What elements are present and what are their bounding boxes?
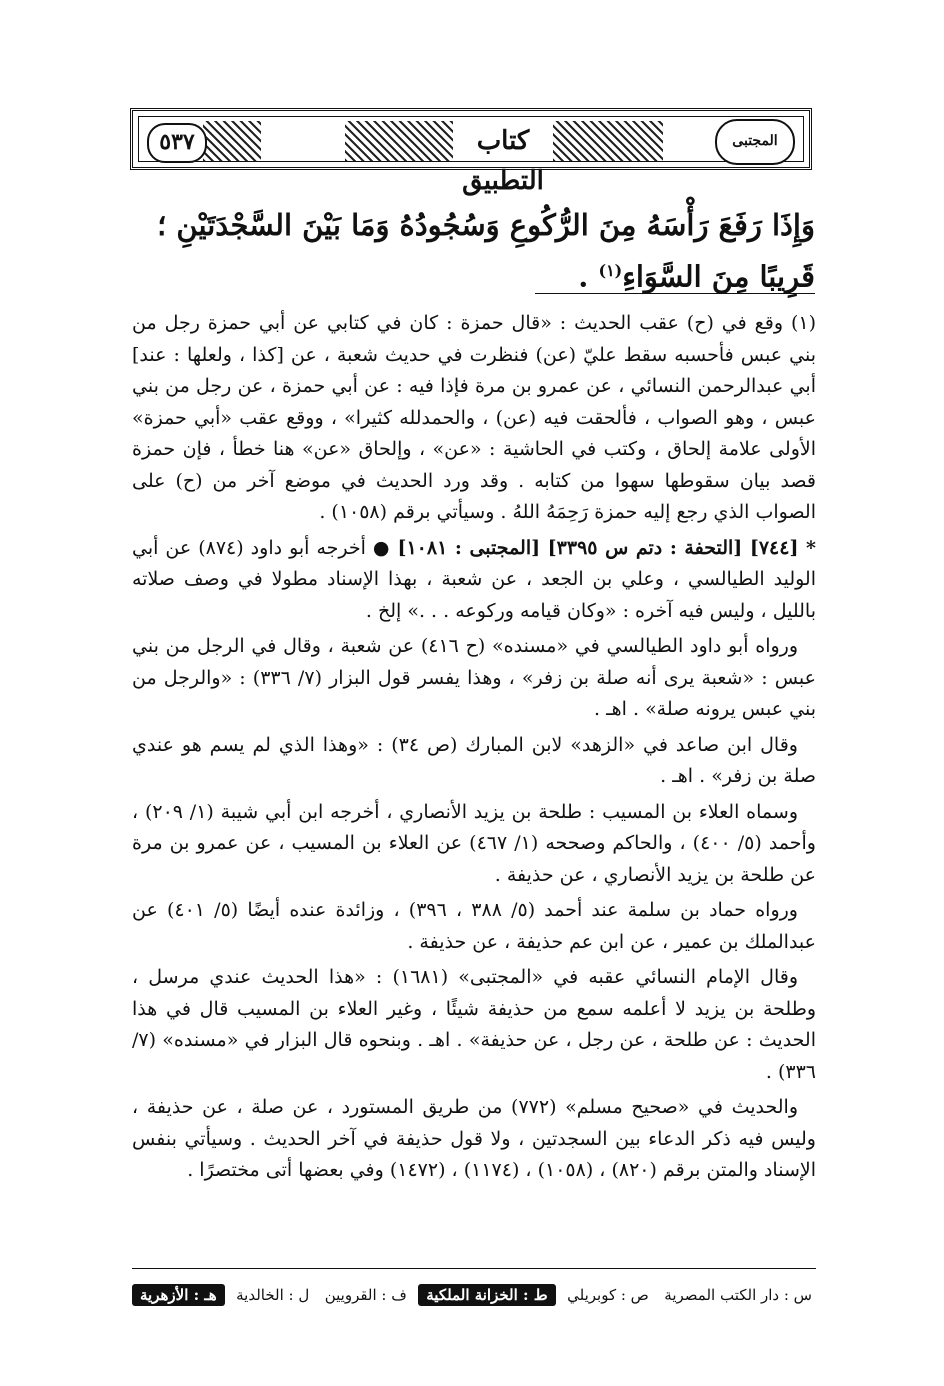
main-text <box>135 202 815 300</box>
takhrij-paragraph: والحديث في «صحيح مسلم» (٧٧٢) من طريق المستورد ، عن صلة ، عن حذيفة ، وليس فيه ذكر الدعاء بين السجدتين ، ولا قول حذيفة في آخر الحديث . وسيأتي بنفس الإسناد والمتن برقم (٨٢٠) ، (١٠٥٨) ، (١١٧٤) ، (١٤٧٢) وفي بعضها أتى مختصرًا . <box>132 1096 816 1181</box>
book-title: كتاب التطبيق <box>453 121 553 161</box>
main-text-end: . <box>578 259 599 294</box>
footnote-ref: (١) <box>598 261 623 280</box>
header-ornament-mid-left <box>345 121 453 161</box>
main-text-body: وَإِذَا رَفَعَ رَأْسَهُ مِنَ الرُّكُوعِ وَسُجُودُهُ وَمَا بَيْنَ السَّجْدَتَيْنِ ؛ قَرِيبًا مِنَ السَّوَاءِ <box>157 208 815 294</box>
takhrij-paragraph: وقال الإمام النسائي عقبه في «المجتبى» (١٦٨١) : «هذا الحديث عندي مرسل ، وطلحة بن يزيد لا أعلمه سمع من حذيفة شيئًا ، وغير العلاء بن المسيب قال في هذا الحديث : عن طلحة ، عن رجل ، عن حذيفة» . اهـ . وبنحوه قال البزار في «مسنده» (٧/ ٣٣٦) . <box>132 966 816 1083</box>
footnotes <box>132 308 816 1187</box>
takhrij-paragraph: ورواه حماد بن سلمة عند أحمد (٥/ ٣٨٨ ، ٣٩٦) ، وزائدة عنده أيضًا (٥/ ٤٠١) عن عبدالملك بن عمير ، عن ابن عم حذيفة ، عن حذيفة . <box>132 899 816 953</box>
legend-item: ل : الخالدية <box>236 1286 310 1304</box>
page-header <box>130 108 812 196</box>
takhrij-paragraph: وقال ابن صاعد في «الزهد» لابن المبارك (ص ٣٤) : «وهذا الذي لم يسم هو عندي صلة بن زفر» . اهـ . <box>132 733 816 787</box>
manuscript-legend <box>132 1282 816 1308</box>
takhrij-first <box>132 533 816 628</box>
takhrij-head: * [٧٤٤] [التحفة : دتم س ٣٣٩٥] [المجتبى : ١٠٨١] <box>397 536 816 559</box>
header-ornament-left <box>203 121 261 161</box>
legend-item: هـ : الأزهرية <box>132 1284 225 1306</box>
legend-item: ط : الخزانة الملكية <box>418 1284 555 1306</box>
footnote-separator <box>535 293 815 294</box>
header-ornament-mid-right <box>553 121 663 161</box>
takhrij-paragraph: وسماه العلاء بن المسيب : طلحة بن يزيد الأنصاري ، أخرجه ابن أبي شيبة (١/ ٢٠٩) ، وأحمد (٥/ ٤٠٠) ، والحاكم وصححه (١/ ٤٦٧) عن العلاء بن المسيب ، عن عمرو بن مرة عن طلحة بن يزيد الأنصاري ، عن حذيفة . <box>132 800 816 886</box>
book-emblem: المجتبى <box>715 119 795 165</box>
legend-item: ص : كوبريلي <box>567 1286 649 1304</box>
takhrij-first-text: ● أخرجه أبو داود (٨٧٤) عن أبي الوليد الطيالسي ، وعلي بن الجعد ، عن شعبة ، بهذا الإسناد مطولا في وصف صلاته بالليل ، وليس فيه آخره : «وكان قيامه وركوعه . . .» إلخ . <box>132 536 816 622</box>
takhrij-paragraph: ورواه أبو داود الطيالسي في «مسنده» (ح ٤١٦) عن شعبة ، وقال في الرجل من بني عبس : «شعبة يرى أنه صلة بن زفر» ، وهذا يفسر قول البزار (٧/ ٣٣٦) : «والرجل من بني عبس يرونه صلة» . اهـ . <box>132 635 816 720</box>
page-number: ٥٣٧ <box>147 123 207 163</box>
legend-item: ف : القرويين <box>324 1286 407 1304</box>
legend-separator <box>132 1268 816 1269</box>
footnote-1: (١) وقع في (ح) عقب الحديث : «قال حمزة : كان في كتابي عن أبي حمزة رجل من بني عبس فأحسبه سقط عليّ (عن) فنظرت في حديث شعبة ، عن [كذا ، ولعلها : عند] أبي عبدالرحمن النسائي ، عن عمرو بن مرة فإذا فيه : عن أبي حمزة ، عن رجل من بني عبس ، وهو الصواب ، فألحقت فيه (عن) ، والحمدلله كثيرا» ، ووقع عقب «أبي حمزة» الأولى علامة إلحاق ، وكتب في الحاشية : «عن» ، وإلحاق «عن» هنا خطأ ، فإن حمزة قصد بيان سقوطها سهوا من كتابه . وقد ورد الحديث في موضع آخر من (ح) على الصواب الذي رجع إليه حمزة رَحِمَهُ اللهُ . وسيأتي برقم (١٠٥٨) . <box>132 312 816 523</box>
legend-item: س : دار الكتب المصرية <box>664 1286 812 1304</box>
